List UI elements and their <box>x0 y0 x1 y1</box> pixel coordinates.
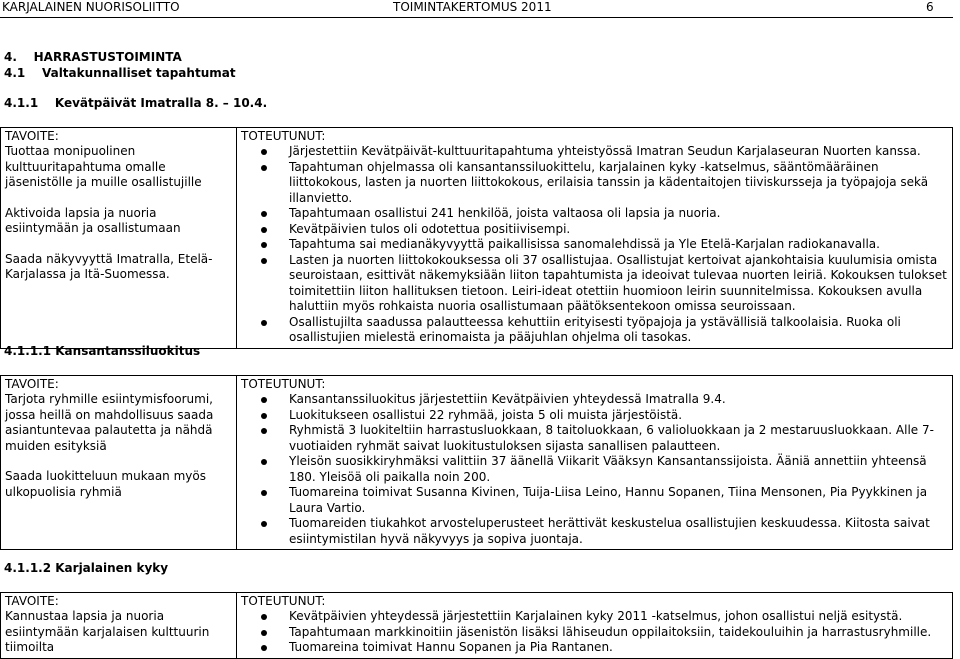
results-list <box>241 609 948 656</box>
kansantanssiluokitus-table <box>0 375 953 550</box>
goal-text: Kannustaa lapsia ja nuoria esiintymään karjalaisen kulttuurin tiimoilta <box>5 609 210 654</box>
header-report-title: TOIMINTAKERTOMUS 2011 <box>393 0 552 14</box>
results-cell <box>237 376 953 550</box>
goal-text: Saada luokitteluun mukaan myös ulkopuolisia ryhmiä <box>5 469 206 499</box>
result-item: Tapahtuman ohjelmassa oli kansantanssiluokittelu, karjalainen kyky -katselmus, sääntömääräinen liittokokous, lasten ja nuorten liittokokous, erilaisia tanssin ja kädentaitojen tiiviskursseja ja työpajoja sekä illanvietto. <box>241 160 948 207</box>
goals-cell <box>1 128 237 349</box>
result-item: Yleisön suosikkiryhmäksi valittiin 37 äänellä Viikarit Vääksyn Kansantanssijoista. Ääniä annettiin yhteensä 180. Yleisöä oli paikalla noin 200. <box>241 454 948 485</box>
header-organization: KARJALAINEN NUORISOLIITTO <box>2 0 180 14</box>
result-item: Järjestettiin Kevätpäivät-kulttuuritapahtuma yhteistyössä Imatran Seudun Karjalaseuran Nuorten kanssa. <box>241 144 948 160</box>
heading-4-1-1-2: 4.1.1.2 Karjalainen kyky <box>4 561 169 575</box>
goal-text: Tuottaa monipuolinen kulttuuritapahtuma omalle jäsenistölle ja muille osallistujille <box>5 144 202 189</box>
result-item: Lasten ja nuorten liittokokouksessa oli 37 osallistujaa. Osallistujat kertoivat ajankohtaisia kuulumisia omista seuroistaan, esittivät näkemyksiään liiton tapahtumista ja ideoivat tulevaa nuorten leiriä. Kokouksen tulokset toimitettiin liiton hallituksen tietoon. Leiri-ideat otettiin huomioon leirin suunnitelmissa. Kokouksen avulla haluttiin myös rohkaista nuoria osallistumaan päätöksentekoon omissa seuroissaan. <box>241 253 948 315</box>
goal-label: TAVOITE: <box>5 129 59 143</box>
result-item: Kevätpäivien yhteydessä järjestettiin Karjalainen kyky 2011 -katselmus, johon osallistui neljä esitystä. <box>241 609 948 625</box>
results-list <box>241 144 948 346</box>
goal-label: TAVOITE: <box>5 377 59 391</box>
result-label: TOTEUTUNUT: <box>241 377 326 391</box>
result-label: TOTEUTUNUT: <box>241 594 326 608</box>
result-item: Tapahtuma sai medianäkyvyyttä paikallisissa sanomalehdissä ja Yle Etelä-Karjalan radiokanavalla. <box>241 237 948 253</box>
heading-4-1-1: 4.1.1 Kevätpäivät Imatralla 8. – 10.4. <box>4 96 268 110</box>
result-item: Ryhmistä 3 luokiteltiin harrastusluokkaan, 8 taitoluokkaan, 6 valioluokkaan ja 2 mestaruusluokkaan. Alle 7-vuotiaiden ryhmät saivat luokitustuloksen sijasta sanallisen palautteen. <box>241 423 948 454</box>
heading-4-1: 4.1 Valtakunnalliset tapahtumat <box>4 66 236 80</box>
result-item: Kevätpäivien tulos oli odotettua positiivisempi. <box>241 222 948 238</box>
header-page-number: 6 <box>926 0 934 14</box>
result-item: Tuomareina toimivat Hannu Sopanen ja Pia Rantanen. <box>241 640 948 656</box>
result-item: Tapahtumaan osallistui 241 henkilöä, joista valtaosa oli lapsia ja nuoria. <box>241 206 948 222</box>
results-list <box>241 392 948 547</box>
results-cell <box>237 128 953 349</box>
result-item: Tapahtumaan markkinoitiin jäsenistön lisäksi lähiseudun oppilaitoksiin, taidekouluihin ja harrastusryhmille. <box>241 625 948 641</box>
header-divider <box>0 17 953 18</box>
results-cell <box>237 593 953 659</box>
heading-4-1-1-1: 4.1.1.1 Kansantanssiluokitus <box>4 344 201 358</box>
result-item: Luokitukseen osallistui 22 ryhmää, joista 5 oli muista järjestöistä. <box>241 408 948 424</box>
kevatpaivat-table <box>0 127 953 349</box>
goal-label: TAVOITE: <box>5 594 59 608</box>
goal-text: Tarjota ryhmille esiintymisfoorumi, jossa heillä on mahdollisuus saada asiantuntevaa palautetta ja nähdä muiden esityksiä <box>5 392 214 453</box>
result-item: Tuomareina toimivat Susanna Kivinen, Tuija-Liisa Leino, Hannu Sopanen, Tiina Mensonen, Pia Pyykkinen ja Laura Vartio. <box>241 485 948 516</box>
goals-cell <box>1 593 237 659</box>
heading-4: 4. HARRASTUSTOIMINTA <box>4 50 182 64</box>
goal-text: Saada näkyvyyttä Imatralla, Etelä-Karjalassa ja Itä-Suomessa. <box>5 251 213 281</box>
goal-text: Aktivoida lapsia ja nuoria esiintymään ja osallistumaan <box>5 205 181 235</box>
result-item: Tuomareiden tiukahkot arvosteluperusteet herättivät keskustelua osallistujien keskuudessa. Kiitosta saivat esiintymistilan hyvä näkyvyys ja sopiva juontaja. <box>241 516 948 547</box>
result-label: TOTEUTUNUT: <box>241 129 326 143</box>
goals-cell <box>1 376 237 550</box>
result-item: Kansantanssiluokitus järjestettiin Kevätpäivien yhteydessä Imatralla 9.4. <box>241 392 948 408</box>
result-item: Osallistujilta saadussa palautteessa kehuttiin erityisesti työpajoja ja ystävällisiä talkoolaisia. Ruoka oli osallistujien mielestä erinomaista ja pääjuhlan ohjelma oli tasokas. <box>241 315 948 346</box>
karjalainen-kyky-table <box>0 592 953 659</box>
